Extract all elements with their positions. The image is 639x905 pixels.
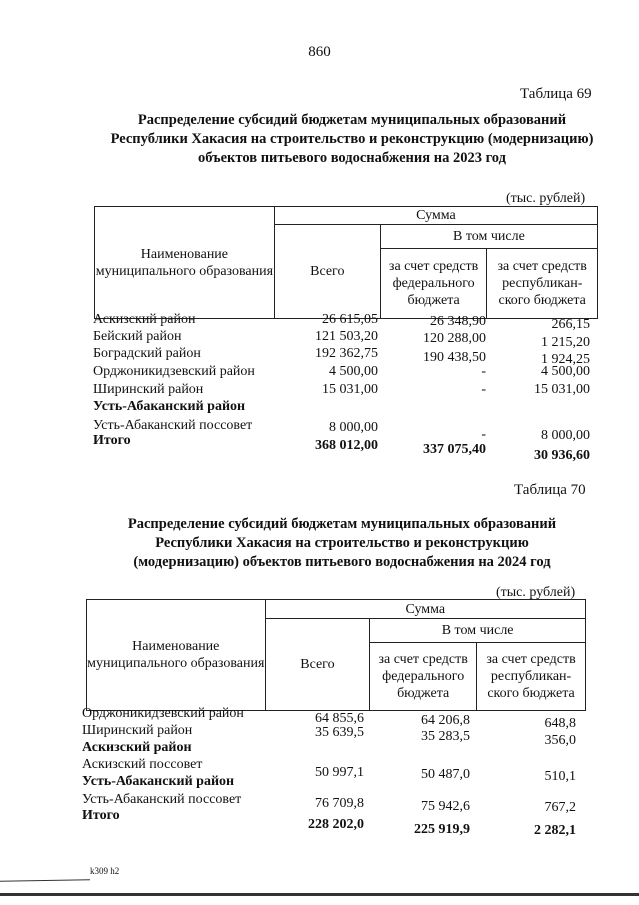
row-republic: 356,0	[544, 733, 576, 748]
row-name: Аскизский район	[93, 312, 196, 327]
row-total: 121 503,20	[315, 329, 378, 344]
row-republic: 15 031,00	[534, 382, 590, 397]
row-republic: 30 936,60	[534, 448, 590, 463]
row-name: Усть-Абаканский поссовет	[82, 792, 242, 807]
row-total: 15 031,00	[322, 382, 378, 397]
scan-edge-line	[0, 893, 639, 896]
title-line: Распределение субсидий бюджетам муниципальных образований	[137, 112, 567, 128]
row-name: Усть-Абаканский поссовет	[93, 418, 253, 433]
header-total: Всего	[265, 619, 370, 711]
table-69-unit: (тыс. рублей)	[506, 191, 586, 206]
row-name: Боградский район	[93, 346, 201, 361]
row-republic: 510,1	[544, 769, 576, 784]
header-including: В том числе	[380, 225, 597, 249]
row-federal: -	[481, 382, 486, 397]
footer-code: k309 h2	[90, 866, 120, 876]
row-name: Ширинский район	[82, 723, 193, 738]
row-name: Орджоникидзевский район	[93, 364, 255, 379]
row-name: Итого	[82, 808, 120, 823]
table-70-title	[82, 515, 602, 572]
row-total: 26 615,05	[322, 312, 378, 327]
title-line: Распределение субсидий бюджетам муниципальных образований	[127, 516, 557, 532]
page-number: 860	[308, 44, 331, 60]
row-total: 368 012,00	[315, 438, 378, 453]
row-federal: -	[481, 427, 486, 442]
row-federal: 190 438,50	[423, 350, 486, 365]
header-sum: Сумма	[274, 207, 597, 225]
row-name: Орджоникидзевский район	[82, 706, 244, 721]
row-name: Ширинский район	[93, 382, 204, 397]
title-line: Республики Хакасия на строительство и реконструкцию	[155, 535, 529, 551]
row-federal: 26 348,90	[430, 314, 486, 329]
row-total: 192 362,75	[315, 346, 378, 361]
row-federal: 337 075,40	[423, 442, 486, 457]
table-70-header	[86, 599, 586, 711]
header-sum: Сумма	[265, 600, 585, 619]
row-name: Аскизский поссовет	[82, 757, 203, 772]
row-name: Бейский район	[93, 329, 182, 344]
header-name-col: Наименование муниципального образования	[87, 600, 266, 711]
row-name: Усть-Абаканский район	[93, 399, 246, 414]
header-including: В том числе	[370, 619, 586, 643]
row-republic: 4 500,00	[541, 364, 590, 379]
header-republic: за счет средств республикан-ского бюджета	[477, 643, 586, 711]
row-republic: 1 924,25	[541, 352, 590, 367]
title-line: Республики Хакасия на строительство и реконструкцию (модернизацию)	[110, 131, 594, 147]
row-federal: 120 288,00	[423, 331, 486, 346]
table-69-title	[92, 111, 612, 168]
row-federal: 35 283,5	[421, 729, 470, 744]
row-total: 4 500,00	[329, 364, 378, 379]
row-total: 35 639,5	[315, 725, 364, 740]
row-republic: 767,2	[544, 800, 576, 815]
row-name: Усть-Абаканский район	[82, 774, 235, 789]
row-republic: 1 215,20	[541, 335, 590, 350]
table-70-label: Таблица 70	[514, 482, 586, 498]
row-republic: 2 282,1	[534, 823, 576, 838]
title-line: (модернизацию) объектов питьевого водоснабжения на 2024 год	[133, 554, 551, 570]
row-total: 50 997,1	[315, 765, 364, 780]
title-line: объектов питьевого водоснабжения на 2023 год	[198, 150, 506, 166]
header-federal: за счет средств федерального бюджета	[380, 249, 487, 319]
row-republic: 8 000,00	[541, 428, 590, 443]
header-name-col: Наименование муниципального образования	[95, 207, 275, 319]
row-name: Аскизский район	[82, 740, 192, 755]
row-federal: 64 206,8	[421, 713, 470, 728]
table-70-unit: (тыс. рублей)	[496, 585, 576, 600]
row-federal: 75 942,6	[421, 799, 470, 814]
table-69-header	[94, 206, 598, 319]
header-federal: за счет средств федерального бюджета	[370, 643, 477, 711]
header-republic: за счет средств республикан-ского бюджета	[487, 249, 598, 319]
row-republic: 648,8	[544, 716, 576, 731]
row-total: 76 709,8	[315, 796, 364, 811]
row-federal: 50 487,0	[421, 767, 470, 782]
scan-artifact	[0, 879, 90, 882]
row-name: Итого	[93, 433, 131, 448]
row-total: 228 202,0	[308, 817, 364, 832]
row-federal: -	[481, 364, 486, 379]
header-total: Всего	[274, 225, 380, 319]
table-69-label: Таблица 69	[520, 86, 592, 102]
row-federal: 225 919,9	[414, 822, 470, 837]
row-total: 8 000,00	[329, 420, 378, 435]
row-total: 64 855,6	[315, 711, 364, 726]
row-republic: 266,15	[551, 317, 590, 332]
